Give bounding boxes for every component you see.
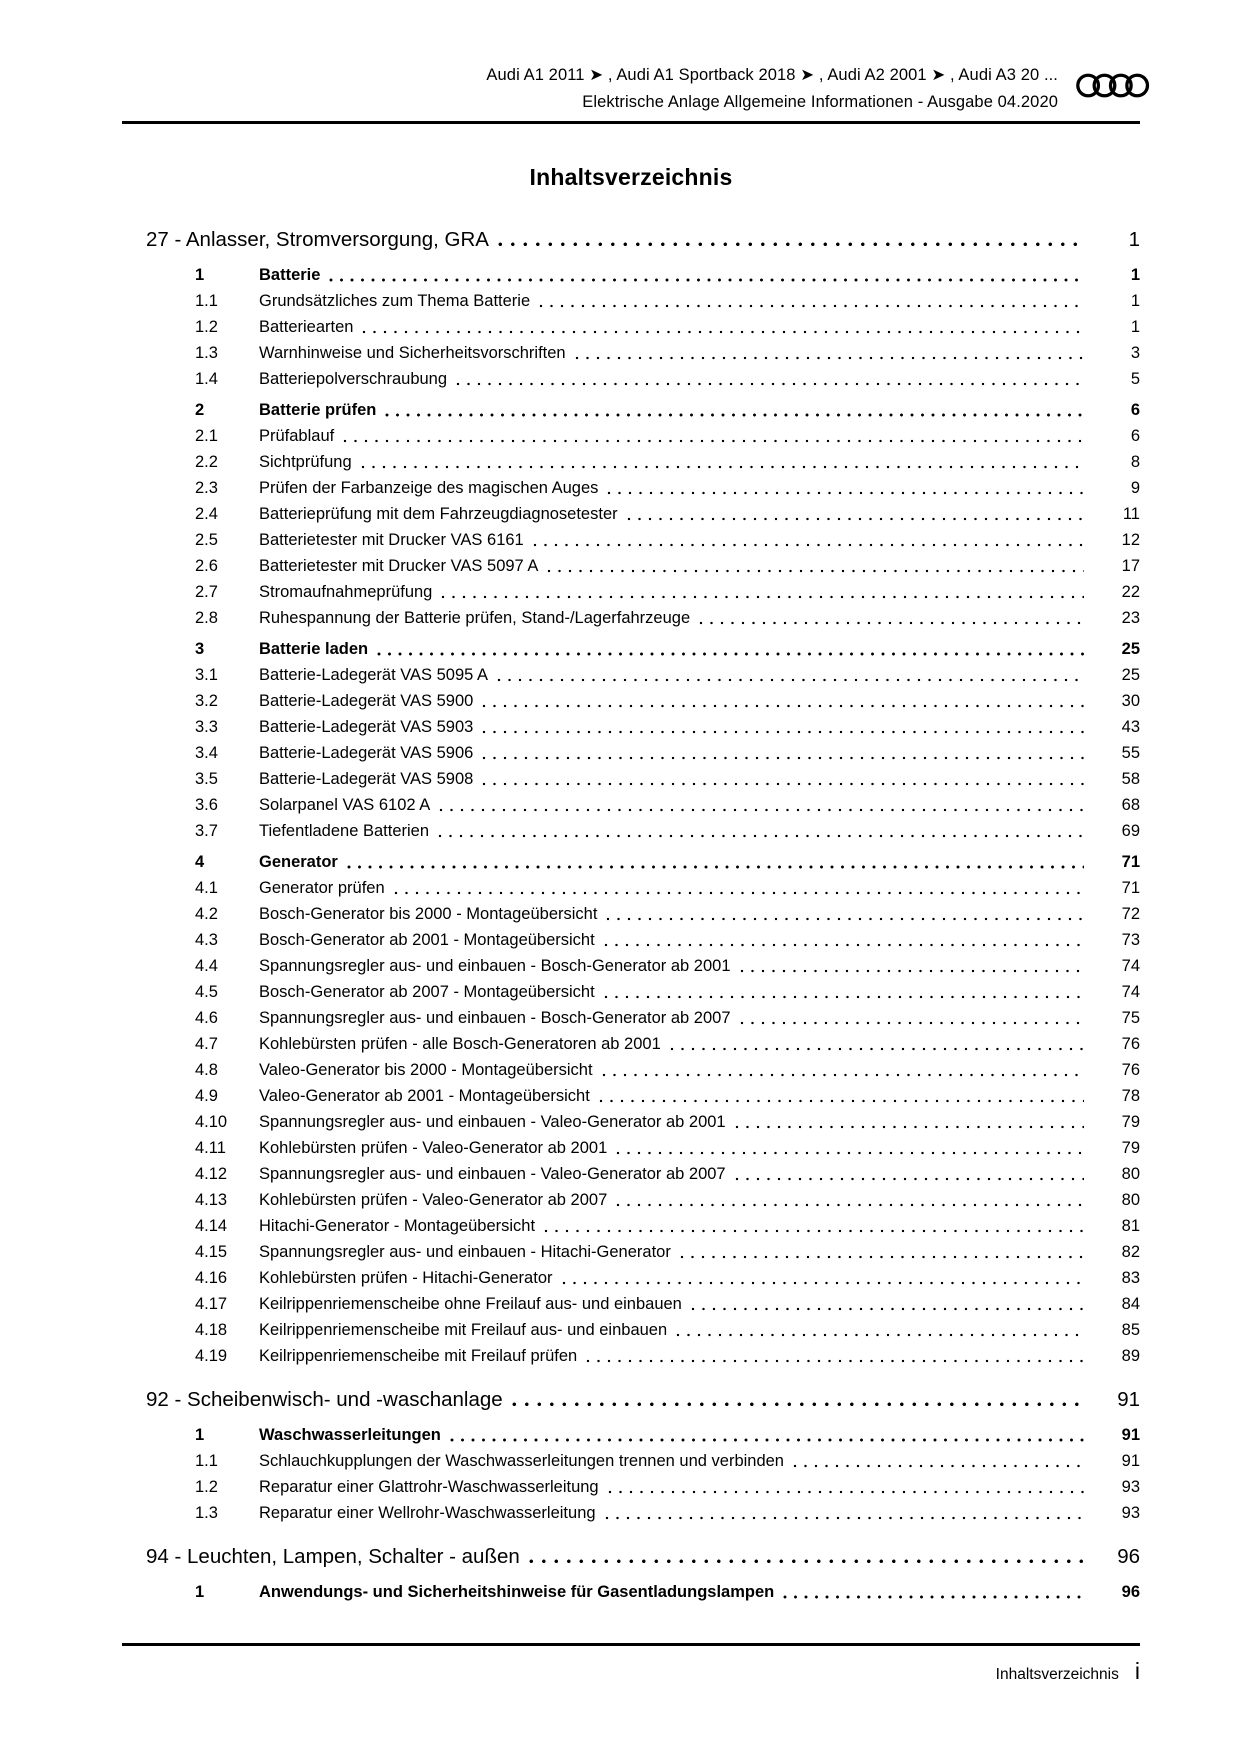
toc-entry-number: 1.3: [195, 1504, 218, 1522]
toc-entry-title: Reparatur einer Glattrohr-Waschwasserleitung: [259, 1478, 599, 1496]
toc-section-page-number: 96: [1117, 1545, 1140, 1568]
toc-entry-title: Valeo-Generator ab 2001 - Montageübersicht: [259, 1087, 590, 1105]
toc-entry-page-number: 82: [1121, 1243, 1140, 1261]
toc-section-heading-label: 94 - Leuchten, Lampen, Schalter - außen: [146, 1545, 520, 1568]
toc-entry-row[interactable]: [122, 501, 1140, 527]
dot-leader: [599, 1083, 1084, 1109]
header-subtitle-line: Elektrische Anlage Allgemeine Informationen - Ausgabe 04.2020: [582, 93, 1058, 111]
toc-entry-number: 1.4: [195, 370, 218, 388]
toc-entry-title: Spannungsregler aus- und einbauen - Hitachi-Generator: [259, 1243, 671, 1261]
toc-entry-number: 2.2: [195, 453, 218, 471]
toc-entry-title: Schlauchkupplungen der Waschwasserleitungen trennen und verbinden: [259, 1452, 784, 1470]
toc-entry-number: 4.8: [195, 1061, 218, 1079]
toc-entry-title: Spannungsregler aus- und einbauen - Valeo-Generator ab 2001: [259, 1113, 726, 1131]
toc-entry-number: 3: [195, 640, 205, 658]
toc-entry-row[interactable]: [122, 262, 1140, 288]
dot-leader: [602, 1057, 1084, 1083]
dot-leader: [586, 1343, 1084, 1369]
toc-entry-row[interactable]: [122, 1500, 1140, 1526]
toc-entry-title: Batterie-Ladegerät VAS 5900: [259, 692, 474, 710]
toc-entry-row[interactable]: [122, 527, 1140, 553]
toc-entry-page-number: 74: [1121, 957, 1140, 975]
toc-entry-title: Ruhespannung der Batterie prüfen, Stand-/Lagerfahrzeuge: [259, 609, 691, 627]
dot-leader: [547, 553, 1084, 579]
toc-entry-title: Bosch-Generator ab 2007 - Montageübersicht: [259, 983, 595, 1001]
toc-section-heading[interactable]: [122, 1541, 1140, 1572]
toc-entry-number: 4.3: [195, 931, 218, 949]
toc-entry-number: 2.6: [195, 557, 218, 575]
toc-entry-row[interactable]: [122, 662, 1140, 688]
toc-entry-page-number: 8: [1130, 453, 1140, 471]
toc-entry-page-number: 12: [1121, 531, 1140, 549]
toc-entry-row[interactable]: [122, 901, 1140, 927]
toc-entry-page-number: 73: [1121, 931, 1140, 949]
dot-leader: [783, 1579, 1084, 1605]
dot-leader: [362, 314, 1084, 340]
dot-leader: [347, 849, 1084, 875]
toc-entry-title: Batterie prüfen: [259, 401, 377, 419]
toc-entry-number: 2.4: [195, 505, 218, 523]
toc: [122, 224, 1140, 1605]
toc-entry-title: Kohlebürsten prüfen - Valeo-Generator ab 2007: [259, 1191, 608, 1209]
toc-entry-title: Spannungsregler aus- und einbauen - Bosch-Generator ab 2007: [259, 1009, 731, 1027]
toc-entry-page-number: 22: [1121, 583, 1140, 601]
toc-entry-row[interactable]: [122, 1579, 1140, 1605]
toc-entry-number: 4.5: [195, 983, 218, 1001]
toc-entry-page-number: 79: [1121, 1139, 1140, 1157]
toc-entry-number: 4.2: [195, 905, 218, 923]
dot-leader: [529, 1541, 1084, 1572]
toc-entry-page-number: 55: [1121, 744, 1140, 762]
toc-section-heading[interactable]: [122, 1384, 1140, 1415]
toc-entry-row[interactable]: [122, 688, 1140, 714]
toc-entry-page-number: 85: [1121, 1321, 1140, 1339]
toc-section: [122, 1384, 1140, 1526]
toc-entry-title: Keilrippenriemenscheibe ohne Freilauf aus- und einbauen: [259, 1295, 682, 1313]
toc-entry-title: Spannungsregler aus- und einbauen - Valeo-Generator ab 2007: [259, 1165, 726, 1183]
toc-entry-title: Bosch-Generator ab 2001 - Montageübersicht: [259, 931, 595, 949]
toc-entry-row[interactable]: [122, 340, 1140, 366]
toc-entry-number: 3.2: [195, 692, 218, 710]
toc-entry-number: 3.3: [195, 718, 218, 736]
dot-leader: [676, 1317, 1084, 1343]
dot-leader: [575, 340, 1084, 366]
document-page: [122, 0, 1140, 1754]
dot-leader: [699, 605, 1084, 631]
toc-entry-title: Batteriearten: [259, 318, 354, 336]
toc-entry-number: 4.7: [195, 1035, 218, 1053]
toc-entry-page-number: 71: [1121, 853, 1140, 871]
toc-entry-number: 1.3: [195, 344, 218, 362]
toc-entry-row[interactable]: [122, 1291, 1140, 1317]
toc-entry-page-number: 74: [1121, 983, 1140, 1001]
toc-entry-number: 3.6: [195, 796, 218, 814]
dot-leader: [439, 792, 1084, 818]
toc-entry-number: 4.17: [195, 1295, 228, 1313]
dot-leader: [497, 662, 1084, 688]
toc-section-heading-label: 27 - Anlasser, Stromversorgung, GRA: [146, 228, 489, 251]
toc-entry-title: Batterie-Ladegerät VAS 5903: [259, 718, 474, 736]
toc-entry-page-number: 69: [1121, 822, 1140, 840]
toc-entry-number: 4.11: [195, 1139, 226, 1157]
toc-entry-page-number: 76: [1121, 1035, 1140, 1053]
toc-entry-title: Hitachi-Generator - Montageübersicht: [259, 1217, 536, 1235]
toc-entry-row[interactable]: [122, 979, 1140, 1005]
toc-entry-row[interactable]: [122, 1213, 1140, 1239]
dot-leader: [740, 953, 1085, 979]
toc-entry-row[interactable]: [122, 818, 1140, 844]
toc-entry-number: 4.6: [195, 1009, 218, 1027]
toc-entry-number: 4.14: [195, 1217, 228, 1235]
dot-leader: [482, 740, 1084, 766]
footer-page-number: i: [1134, 1658, 1140, 1684]
page-header: [122, 0, 1140, 124]
toc-entry-title: Stromaufnahmeprüfung: [259, 583, 433, 601]
toc-entry-page-number: 83: [1121, 1269, 1140, 1287]
dot-leader: [385, 397, 1084, 423]
toc-entry-number: 4.9: [195, 1087, 218, 1105]
toc-entry-row[interactable]: [122, 423, 1140, 449]
dot-leader: [604, 979, 1084, 1005]
toc-entry-row[interactable]: [122, 605, 1140, 631]
toc-section-entries: [122, 262, 1140, 1369]
dot-leader: [562, 1265, 1085, 1291]
dot-leader: [498, 224, 1084, 255]
toc-entry-page-number: 3: [1130, 344, 1140, 362]
toc-entry-page-number: 25: [1121, 666, 1140, 684]
toc-entry-row[interactable]: [122, 1317, 1140, 1343]
toc-entry-row[interactable]: [122, 740, 1140, 766]
toc-entry-row[interactable]: [122, 1474, 1140, 1500]
toc-entry-row[interactable]: [122, 1109, 1140, 1135]
dot-leader: [482, 766, 1084, 792]
toc-entry-number: 4.12: [195, 1165, 228, 1183]
toc-entry-title: Waschwasserleitungen: [259, 1426, 441, 1444]
toc-entry-number: 3.7: [195, 822, 218, 840]
toc-entry-row[interactable]: [122, 475, 1140, 501]
toc-entry-number: 2.3: [195, 479, 218, 497]
toc-entry-number: 2.7: [195, 583, 218, 601]
toc-entry-row[interactable]: [122, 1083, 1140, 1109]
toc-section-page-number: 91: [1117, 1388, 1140, 1411]
audi-rings-icon: [1076, 72, 1150, 99]
toc-entry-row[interactable]: [122, 1135, 1140, 1161]
header-rule: [122, 121, 1140, 124]
dot-leader: [329, 262, 1084, 288]
toc-entry-number: 4.16: [195, 1269, 228, 1287]
toc-entry-number: 1.1: [195, 292, 218, 310]
toc-entry-page-number: 71: [1121, 879, 1140, 897]
toc-entry-page-number: 1: [1130, 292, 1140, 310]
toc-entry-title: Prüfen der Farbanzeige des magischen Auges: [259, 479, 599, 497]
dot-leader: [456, 366, 1084, 392]
toc-entry-title: Batterie laden: [259, 640, 369, 658]
dot-leader: [482, 688, 1084, 714]
dot-leader: [361, 449, 1084, 475]
toc-entry-page-number: 91: [1121, 1426, 1140, 1444]
toc-entry-page-number: 96: [1121, 1583, 1140, 1601]
toc-entry-number: 2.8: [195, 609, 218, 627]
dot-leader: [438, 818, 1084, 844]
dot-leader: [691, 1291, 1084, 1317]
toc-entry-row[interactable]: [122, 366, 1140, 392]
page-title: Inhaltsverzeichnis: [529, 164, 733, 190]
toc-entry-page-number: 78: [1121, 1087, 1140, 1105]
toc-entry-row[interactable]: [122, 953, 1140, 979]
toc-entry-number: 4.4: [195, 957, 218, 975]
toc-entry-title: Batterie-Ladegerät VAS 5906: [259, 744, 474, 762]
dot-leader: [606, 901, 1084, 927]
toc-entry-title: Batterieprüfung mit dem Fahrzeugdiagnosetester: [259, 505, 618, 523]
toc-entry-page-number: 11: [1122, 505, 1140, 523]
toc-entry-page-number: 23: [1121, 609, 1140, 627]
toc-entry-row[interactable]: [122, 636, 1140, 662]
toc-entry-page-number: 1: [1130, 266, 1140, 284]
toc-entry-title: Batteriepolverschraubung: [259, 370, 448, 388]
toc-entry-number: 1: [195, 1426, 205, 1444]
toc-entry-title: Generator prüfen: [259, 879, 385, 897]
toc-entry-number: 1.1: [195, 1452, 218, 1470]
toc-entry-number: 1.2: [195, 1478, 218, 1496]
toc-entry-number: 2.5: [195, 531, 218, 549]
toc-entry-title: Kohlebürsten prüfen - alle Bosch-Generatoren ab 2001: [259, 1035, 661, 1053]
toc-entry-title: Solarpanel VAS 6102 A: [259, 796, 431, 814]
toc-entry-number: 2: [195, 401, 205, 419]
toc-entry-row[interactable]: [122, 927, 1140, 953]
dot-leader: [544, 1213, 1084, 1239]
toc-entry-row[interactable]: [122, 766, 1140, 792]
toc-entry-row[interactable]: [122, 579, 1140, 605]
toc-entry-row[interactable]: [122, 1343, 1140, 1369]
toc-entry-number: 4.19: [195, 1347, 228, 1365]
dot-leader: [740, 1005, 1085, 1031]
toc-section-heading-label: 92 - Scheibenwisch- und -waschanlage: [146, 1388, 503, 1411]
dot-leader: [735, 1161, 1084, 1187]
footer-label: Inhaltsverzeichnis: [995, 1666, 1119, 1683]
toc-entry-page-number: 58: [1121, 770, 1140, 788]
toc-entry-row[interactable]: [122, 553, 1140, 579]
toc-entry-number: 4.1: [195, 879, 218, 897]
toc-entry-page-number: 30: [1121, 692, 1140, 710]
toc-entry-page-number: 80: [1121, 1165, 1140, 1183]
dot-leader: [605, 1500, 1084, 1526]
dot-leader: [793, 1448, 1084, 1474]
dot-leader: [343, 423, 1084, 449]
toc-entry-number: 4.18: [195, 1321, 228, 1339]
toc-entry-title: Valeo-Generator bis 2000 - Montageübersicht: [259, 1061, 593, 1079]
toc-entry-row[interactable]: [122, 288, 1140, 314]
toc-entry-number: 3.4: [195, 744, 218, 762]
toc-entry-page-number: 80: [1121, 1191, 1140, 1209]
toc-entry-page-number: 6: [1130, 401, 1140, 419]
footer-rule: [122, 1643, 1140, 1646]
toc-entry-title: Tiefentladene Batterien: [259, 822, 430, 840]
toc-entry-row[interactable]: [122, 1422, 1140, 1448]
toc-entry-title: Sichtprüfung: [259, 453, 352, 471]
dot-leader: [607, 475, 1084, 501]
dot-leader: [608, 1474, 1084, 1500]
toc-entry-page-number: 72: [1121, 905, 1140, 923]
toc-section-heading[interactable]: [122, 224, 1140, 255]
toc-section: [122, 1541, 1140, 1605]
toc-entry-page-number: 91: [1121, 1452, 1140, 1470]
toc-entry-title: Reparatur einer Wellrohr-Waschwasserleitung: [259, 1504, 596, 1522]
dot-leader: [616, 1135, 1084, 1161]
toc-entry-title: Keilrippenriemenscheibe mit Freilauf aus- und einbauen: [259, 1321, 668, 1339]
toc-entry-page-number: 93: [1121, 1478, 1140, 1496]
toc-entry-number: 4.15: [195, 1243, 228, 1261]
toc-entry-title: Batterie-Ladegerät VAS 5095 A: [259, 666, 489, 684]
dot-leader: [482, 714, 1084, 740]
toc-entry-row[interactable]: [122, 449, 1140, 475]
toc-entry-number: 4.13: [195, 1191, 228, 1209]
toc-entry-page-number: 43: [1121, 718, 1140, 736]
dot-leader: [394, 875, 1084, 901]
toc-entry-page-number: 9: [1130, 479, 1140, 497]
toc-section-page-number: 1: [1128, 228, 1140, 251]
toc-entry-page-number: 25: [1121, 640, 1140, 658]
toc-entry-page-number: 6: [1130, 427, 1140, 445]
toc-entry-title: Bosch-Generator bis 2000 - Montageübersicht: [259, 905, 598, 923]
toc-entry-title: Batterietester mit Drucker VAS 6161: [259, 531, 524, 549]
toc-entry-row[interactable]: [122, 1031, 1140, 1057]
toc-entry-number: 1.2: [195, 318, 218, 336]
toc-entry-row[interactable]: [122, 875, 1140, 901]
toc-entry-title: Grundsätzliches zum Thema Batterie: [259, 292, 531, 310]
toc-entry-number: 4: [195, 853, 205, 871]
toc-entry-row[interactable]: [122, 314, 1140, 340]
toc-entry-title: Anwendungs- und Sicherheitshinweise für Gasentladungslampen: [259, 1583, 775, 1601]
toc-entry-number: 3.1: [195, 666, 218, 684]
dot-leader: [627, 501, 1084, 527]
dot-leader: [616, 1187, 1084, 1213]
toc-entry-page-number: 5: [1130, 370, 1140, 388]
toc-entry-title: Batterie-Ladegerät VAS 5908: [259, 770, 474, 788]
toc-entry-page-number: 81: [1121, 1217, 1140, 1235]
toc-entry-row[interactable]: [122, 714, 1140, 740]
toc-entry-row[interactable]: [122, 1057, 1140, 1083]
toc-entry-title: Generator: [259, 853, 338, 871]
toc-entry-number: 1: [195, 266, 205, 284]
toc-entry-page-number: 68: [1121, 796, 1140, 814]
toc-entry-row[interactable]: [122, 849, 1140, 875]
toc-section-entries: [122, 1422, 1140, 1526]
toc-entry-title: Batterie: [259, 266, 321, 284]
toc-entry-title: Kohlebürsten prüfen - Hitachi-Generator: [259, 1269, 553, 1287]
toc-entry-page-number: 89: [1121, 1347, 1140, 1365]
toc-entry-row[interactable]: [122, 1161, 1140, 1187]
toc-section-entries: [122, 1579, 1140, 1605]
toc-entry-number: 1: [195, 1583, 205, 1601]
toc-entry-title: Prüfablauf: [259, 427, 335, 445]
toc-entry-title: Batterietester mit Drucker VAS 5097 A: [259, 557, 539, 575]
toc-entry-page-number: 1: [1130, 318, 1140, 336]
dot-leader: [533, 527, 1084, 553]
toc-entry-page-number: 75: [1121, 1009, 1140, 1027]
toc-entry-row[interactable]: [122, 1187, 1140, 1213]
toc-entry-row[interactable]: [122, 1005, 1140, 1031]
toc-entry-title: Spannungsregler aus- und einbauen - Bosch-Generator ab 2001: [259, 957, 731, 975]
dot-leader: [377, 636, 1084, 662]
dot-leader: [735, 1109, 1084, 1135]
dot-leader: [450, 1422, 1084, 1448]
dot-leader: [539, 288, 1084, 314]
toc-entry-number: 2.1: [195, 427, 218, 445]
toc-entry-row[interactable]: [122, 1239, 1140, 1265]
header-text: [122, 62, 1140, 116]
dot-leader: [670, 1031, 1084, 1057]
toc-entry-row[interactable]: [122, 397, 1140, 423]
dot-leader: [441, 579, 1084, 605]
dot-leader: [604, 927, 1084, 953]
toc-entry-number: 3.5: [195, 770, 218, 788]
toc-entry-number: 4.10: [195, 1113, 228, 1131]
toc-entry-row[interactable]: [122, 1265, 1140, 1291]
toc-entry-page-number: 76: [1121, 1061, 1140, 1079]
toc-entry-title: Kohlebürsten prüfen - Valeo-Generator ab 2001: [259, 1139, 608, 1157]
toc-entry-page-number: 17: [1121, 557, 1140, 575]
page-footer: [122, 1643, 1140, 1686]
toc-entry-page-number: 79: [1121, 1113, 1140, 1131]
toc-section: [122, 224, 1140, 1369]
header-models-line: Audi A1 2011 ➤ , Audi A1 Sportback 2018 ➤ , Audi A2 2001 ➤ , Audi A3 20 ...: [486, 66, 1058, 84]
toc-entry-row[interactable]: [122, 792, 1140, 818]
dot-leader: [680, 1239, 1084, 1265]
toc-entry-title: Keilrippenriemenscheibe mit Freilauf prüfen: [259, 1347, 578, 1365]
toc-entry-title: Warnhinweise und Sicherheitsvorschriften: [259, 344, 566, 362]
toc-entry-row[interactable]: [122, 1448, 1140, 1474]
toc-entry-page-number: 93: [1121, 1504, 1140, 1522]
dot-leader: [512, 1384, 1084, 1415]
toc-entry-page-number: 84: [1121, 1295, 1140, 1313]
